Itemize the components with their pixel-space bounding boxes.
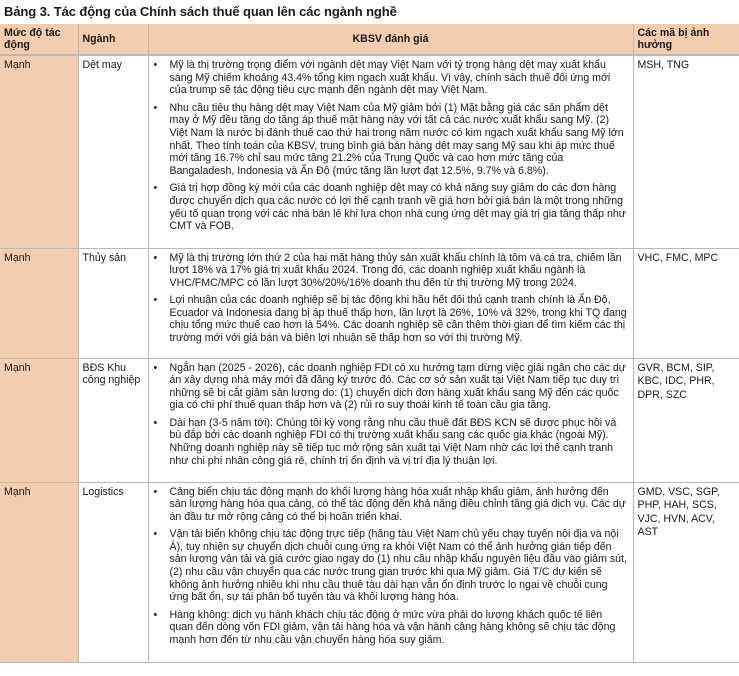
- header-codes: Các mã bị ảnh hưởng: [633, 24, 739, 55]
- sector-cell: BĐS Khu công nghiệp: [78, 358, 148, 482]
- codes-cell: GVR, BCM, SIP, KBC, IDC, PHR, DPR, SZC: [633, 358, 739, 482]
- impact-table: [0, 24, 739, 663]
- level-cell: Mạnh: [0, 55, 78, 248]
- assessment-cell: [148, 248, 633, 358]
- codes-cell: VHC, FMC, MPC: [633, 248, 739, 358]
- sector-cell: Thủy sản: [78, 248, 148, 358]
- sector-cell: Dệt may: [78, 55, 148, 248]
- level-cell: Mạnh: [0, 482, 78, 662]
- codes-cell: GMD, VSC, SGP, PHP, HAH, SCS, VJC, HVN, ACV, AST: [633, 482, 739, 662]
- assessment-cell: [148, 55, 633, 248]
- header-sector: Ngành: [78, 24, 148, 55]
- list-item: • Vận tải biển không chịu tác động trực tiếp (hãng tàu Việt Nam chủ yếu chạy tuyến nội địa và nội Á), tuy nhiên sự chuyển dịch chuỗi cung ứng ra khỏi Việt Nam có thể ảnh hưởng gián tiếp đến sản lượng vận tải và giá cước giao ngay do (1) nhu cầu nhập khẩu nguyên liệu đầu vào giảm sút, (2) nhu cầu vận chuyển qua các nước trung gian trước khi qua Mỹ giảm. Giá T/C dự kiến sẽ không ảnh hưởng nhiều khi nhu cầu thuê tàu dài hạn vẫn ổn định trước lo ngại về chuỗi cung ứng bất ổn, sự tái phân bổ tuyến tàu và khối lượng hàng hóa.: [168, 528, 629, 604]
- list-item: • Giá trị hợp đồng ký mới của các doanh nghiệp dệt may có khả năng suy giảm do các đơn hàng được chuyển dịch qua các nước có lợi thế cạnh tranh về giá hơn bởi giá bán là một trong những yếu tố quan trọng với các nhà bán lẻ khi lựa chọn nhà cung ứng dệt may giá trị gia tăng thấp như CMT và FOB.: [168, 182, 629, 232]
- list-item: • Dài hạn (3-5 năm tới): Chúng tôi kỳ vọng rằng nhu cầu thuê đất BĐS KCN sẽ được phục hồi và bù đắp bởi các doanh nghiệp FDI có thị trường xuất khẩu sang các quốc gia khác (ngoài Mỹ). Những doanh nghiệp này sẽ tiếp tục mở rộng sản xuất tại Việt Nam nhờ các lợi thế cạnh tranh như chi phí nhân công giá rẻ, chính trị ổn định và vị trí địa lý thuận lợi.: [168, 417, 629, 467]
- list-item: • Ngắn hạn (2025 - 2026), các doanh nghiệp FDI có xu hướng tạm dừng việc giải ngân cho các dự án xây dựng nhà máy mới đã đăng ký trước đó. Các cơ sở sản xuất tại Việt Nam tiếp tục duy trì những sẽ bị cắt giảm sản lượng do: (1) chuyển dịch đơn hàng xuất khẩu sang Mỹ đến các quốc gia có chi phí thuế quan thấp hơn và (2) rủi ro suy thoái kinh tế toàn cầu gia tăng.: [168, 362, 629, 412]
- header-assessment: KBSV đánh giá: [148, 24, 633, 55]
- codes-cell: MSH, TNG: [633, 55, 739, 248]
- level-cell: Mạnh: [0, 358, 78, 482]
- table-row: [0, 358, 739, 482]
- list-item: • Cảng biển chịu tác động mạnh do khối lượng hàng hóa xuất nhập khẩu giảm, ảnh hưởng đến sản lượng hàng hóa qua cảng, có thể tác động đến khả năng điều chỉnh tăng giá dịch vụ. Các dự án đầu tư mở rộng cảng có thể bị hoãn triển khai.: [168, 486, 629, 524]
- list-item: • Nhu cầu tiêu thụ hàng dệt may Việt Nam của Mỹ giảm bởi (1) Mặt bằng giá các sản phẩm dệt may ở Mỹ đều tăng do tăng áp thuế mặt hàng này với tất cả các nước xuất khẩu sang Mỹ. (2) Việt Nam là nước bị đánh thuế cao thứ hai trong năm nước có kim ngạch xuất khẩu sang Mỹ lớn nhất. Theo tính toán của KBSV, trung bình giá bán hàng dệt may sang Mỹ sau khi áp mức thuế mới tăng 16.7% chỉ sau mức tăng 21.2% của Trung Quốc và cao hơn mức tăng của Bangaladesh, Indonesia và Ấn Độ (mức tăng lần lượt đạt 12.5%, 9.7% và 6.8%).: [168, 102, 629, 178]
- assessment-cell: [148, 358, 633, 482]
- list-item: • Lợi nhuận của các doanh nghiệp sẽ bị tác động khi hầu hết đối thủ cạnh tranh chính là Ấn Độ, Ecuador và Indonesia đang bị áp thuế thấp hơn, lần lượt là 26%, 10% và 32%, trong khi TQ đang chịu tổng mức thuế cao hơn là 54%. Các doanh nghiệp sẽ cần thêm thời gian để tìm kiếm các thị trường mới với giá bán và biên lợi nhuận sẽ thấp hơn so với thị trường Mỹ.: [168, 294, 629, 344]
- list-item: • Mỹ là thị trường trọng điểm với ngành dệt may Việt Nam với tỷ trọng hàng dệt may xuất khẩu sang Mỹ chiếm khoảng 43.4% tổng kim ngạch xuất khẩu. Vì vậy, chính sách thuế đối ứng mới của trump sẽ tác động tiêu cực mạnh đến ngành dệt may Việt Nam.: [168, 59, 629, 97]
- table-row: [0, 482, 739, 662]
- table-row: [0, 248, 739, 358]
- assessment-cell: [148, 482, 633, 662]
- list-item: • Mỹ là thị trường lớn thứ 2 của hai mặt hàng thủy sản xuất khẩu chính là tôm và cá tra, chiếm lần lượt 18% và 17% giá trị xuất khẩu 2024. Trong đó, các doanh nghiệp xuất khẩu ngành là VHC/FMC/MPC có lần lượt 30%/20%/16% doanh thu đến từ thị trường Mỹ trong 2024.: [168, 252, 629, 290]
- sector-cell: Logistics: [78, 482, 148, 662]
- list-item: • Hàng không: dịch vụ hành khách chịu tác động ở mức vừa phải do lượng khách quốc tế liên quan đến dòng vốn FDI giảm, vận tải hàng hóa và vận hành cảng hàng không sẽ chịu tác động mạnh hơn đến từ nhu cầu vận chuyển hàng hóa suy giảm.: [168, 609, 629, 647]
- table-title: Bảng 3. Tác động của Chính sách thuế quan lên các ngành nghề: [4, 4, 397, 19]
- header-row: [0, 24, 739, 55]
- level-cell: Mạnh: [0, 248, 78, 358]
- table-row: [0, 55, 739, 248]
- header-level: Mức độ tác động: [0, 24, 78, 55]
